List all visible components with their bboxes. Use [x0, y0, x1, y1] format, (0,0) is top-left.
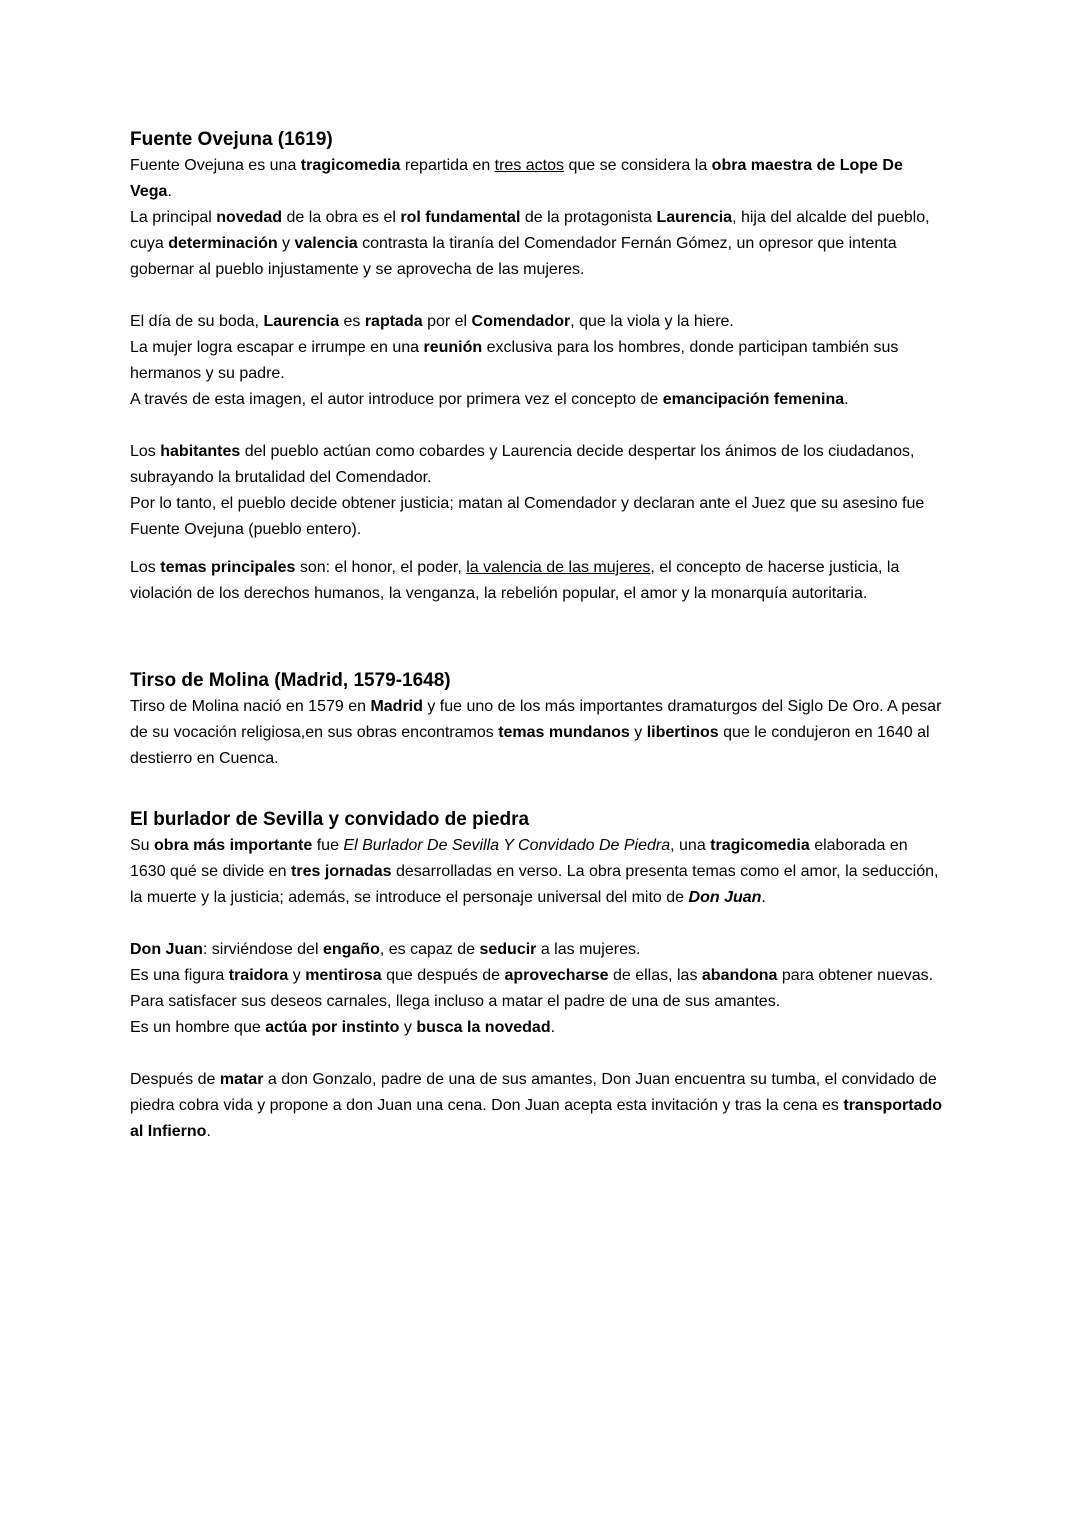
text-run: , que la viola y la hiere. — [570, 313, 734, 330]
blank-line — [130, 772, 945, 798]
paragraph — [130, 989, 945, 1015]
text-run: son: el honor, el poder, — [295, 559, 467, 576]
text-run: Es un hombre que — [130, 1019, 266, 1036]
bold-text: busca la novedad — [416, 1019, 551, 1036]
text-run: que se considera la — [564, 157, 712, 174]
text-run: contrasta la tiranía del Comendador Fernán Gómez, un opresor que intenta gobernar al pueblo injustamente y se aprovecha de las mujeres. — [130, 235, 897, 278]
paragraph — [130, 153, 945, 205]
bold-text: libertinos — [646, 724, 719, 741]
bold-text: matar — [219, 1071, 264, 1088]
paragraph — [130, 335, 945, 387]
text-run: El día de su boda, — [130, 313, 264, 330]
paragraph — [130, 963, 945, 989]
text-run: . — [550, 1019, 556, 1036]
paragraph — [130, 1015, 945, 1041]
underlined-text: tres actos — [494, 157, 565, 174]
text-run: Su — [130, 837, 155, 854]
text-run: y — [399, 1019, 417, 1036]
document-body — [130, 126, 945, 1145]
bold-text: obra más importante — [154, 837, 313, 854]
text-run: Es una figura — [130, 967, 229, 984]
bold-text: engaño — [322, 941, 380, 958]
text-run: : sirviéndose del — [202, 941, 323, 958]
blank-line — [130, 607, 945, 633]
text-run: Para satisfacer sus deseos carnales, llega incluso a matar el padre de una de sus amantes. — [130, 993, 781, 1010]
blank-line — [130, 633, 945, 659]
bold-text: habitantes — [160, 443, 241, 460]
text-run: A través de esta imagen, el autor introduce por primera vez el concepto de — [130, 391, 663, 408]
bold-text: Tirso de Molina (Madrid, 1579-1648) — [130, 670, 451, 691]
underlined-text: la valencia de las mujeres — [466, 559, 651, 576]
paragraph — [130, 491, 945, 543]
blank-line — [130, 911, 945, 937]
text-run: , es capaz de — [379, 941, 480, 958]
bold-text: actúa por instinto — [265, 1019, 400, 1036]
text-run: fue — [312, 837, 344, 854]
text-run: , una — [670, 837, 711, 854]
paragraph — [130, 309, 945, 335]
text-run: y fue uno de los más importantes dramaturgos del Siglo De Oro. A pesar de su vocación religiosa,en sus obras encontramos — [130, 698, 942, 741]
paragraph — [130, 694, 945, 772]
text-run: de la protagonista — [520, 209, 657, 226]
text-run: es — [339, 313, 365, 330]
text-run: desarrolladas en verso. La obra presenta temas como el amor, la seducción, la muerte y la justicia; además, se introduce el personaje universal del mito de — [130, 863, 939, 906]
text-run: y — [629, 724, 647, 741]
bold-text: mentirosa — [305, 967, 382, 984]
text-run: La mujer logra escapar e irrumpe en una — [130, 339, 424, 356]
bold-text: temas principales — [160, 559, 296, 576]
text-run: Por lo tanto, el pueblo decide obtener justicia; matan al Comendador y declaran ante el Juez que su asesino fue Fuente Ovejuna (pueblo entero). — [130, 495, 925, 538]
bold-text: seducir — [479, 941, 537, 958]
text-run: . — [167, 183, 172, 200]
text-run: Fuente Ovejuna es una — [130, 157, 301, 174]
bold-text: tragicomedia — [710, 837, 810, 854]
bold-text: Don Juan — [688, 889, 762, 906]
blank-line — [130, 1041, 945, 1067]
bold-text: Laurencia — [656, 209, 733, 226]
text-run: Los — [130, 559, 161, 576]
bold-text: Don Juan — [130, 941, 203, 958]
blank-line — [130, 283, 945, 309]
text-run: para obtener nuevas. — [777, 967, 934, 984]
bold-text: valencia — [294, 235, 358, 252]
paragraph — [130, 387, 945, 413]
text-run: repartida en — [400, 157, 495, 174]
blank-line — [130, 413, 945, 439]
text-run: que le condujeron en 1640 al destierro en Cuenca. — [130, 724, 930, 767]
text-run: a las mujeres. — [536, 941, 641, 958]
bold-text: obra maestra de Lope De Vega — [130, 157, 903, 200]
text-run: , hija del alcalde del pueblo, cuya — [130, 209, 930, 252]
paragraph — [130, 555, 945, 607]
text-run: del pueblo actúan como cobardes y Laurencia decide despertar los ánimos de los ciudadanos, subrayando la brutalidad del Comendador. — [130, 443, 915, 486]
bold-text: raptada — [364, 313, 423, 330]
text-run: Después de — [130, 1071, 220, 1088]
section-heading-el-burlador — [130, 806, 945, 833]
text-run: , el concepto de hacerse justicia, la violación de los derechos humanos, la venganza, la rebelión popular, el amor y la monarquía autoritaria. — [130, 559, 900, 602]
bold-text: traidora — [228, 967, 289, 984]
text-run: exclusiva para los hombres, donde participan también sus hermanos y su padre. — [130, 339, 899, 382]
bold-text: tres jornadas — [291, 863, 392, 880]
text-run: . — [761, 889, 766, 906]
paragraph — [130, 439, 945, 491]
text-run: Tirso de Molina nació en 1579 en — [130, 698, 371, 715]
text-run: elaborada en 1630 qué se divide en — [130, 837, 908, 880]
text-run: a don Gonzalo, padre de una de sus amantes, Don Juan encuentra su tumba, el convidado de piedra cobra vida y propone a don Juan una cena. Don Juan acepta esta invitación y tras la cena es — [130, 1071, 937, 1114]
section-heading-fuente-ovejuna — [130, 126, 945, 153]
bold-text: tragicomedia — [300, 157, 401, 174]
bold-text: Fuente Ovejuna (1619) — [130, 129, 333, 150]
text-run: . — [844, 391, 849, 408]
paragraph — [130, 833, 945, 911]
bold-text: reunión — [423, 339, 483, 356]
text-run: de la obra es el — [282, 209, 401, 226]
text-run: y — [288, 967, 306, 984]
bold-text: aprovecharse — [504, 967, 609, 984]
text-run: El Burlador De Sevilla Y Convidado De Piedra — [343, 837, 671, 854]
paragraph — [130, 937, 945, 963]
bold-text: Laurencia — [263, 313, 340, 330]
text-run: de ellas, las — [608, 967, 702, 984]
bold-text: determinación — [168, 235, 278, 252]
paragraph — [130, 1067, 945, 1145]
text-run: . — [206, 1123, 211, 1140]
bold-text: temas mundanos — [498, 724, 630, 741]
bold-text: novedad — [216, 209, 283, 226]
text-run: por el — [422, 313, 472, 330]
bold-text: El burlador de Sevilla y convidado de piedra — [130, 809, 530, 830]
text-run: Los — [130, 443, 161, 460]
paragraph — [130, 205, 945, 283]
paragraph-gap — [130, 543, 945, 555]
bold-text: Madrid — [370, 698, 423, 715]
bold-text: transportado al Infierno — [130, 1097, 943, 1140]
bold-text: emancipación femenina — [662, 391, 845, 408]
text-run: La principal — [130, 209, 217, 226]
bold-text: Comendador — [471, 313, 571, 330]
text-run: que después de — [381, 967, 505, 984]
bold-text: abandona — [701, 967, 778, 984]
section-heading-tirso-de-molina — [130, 667, 945, 694]
bold-text: rol fundamental — [400, 209, 521, 226]
text-run: y — [277, 235, 295, 252]
